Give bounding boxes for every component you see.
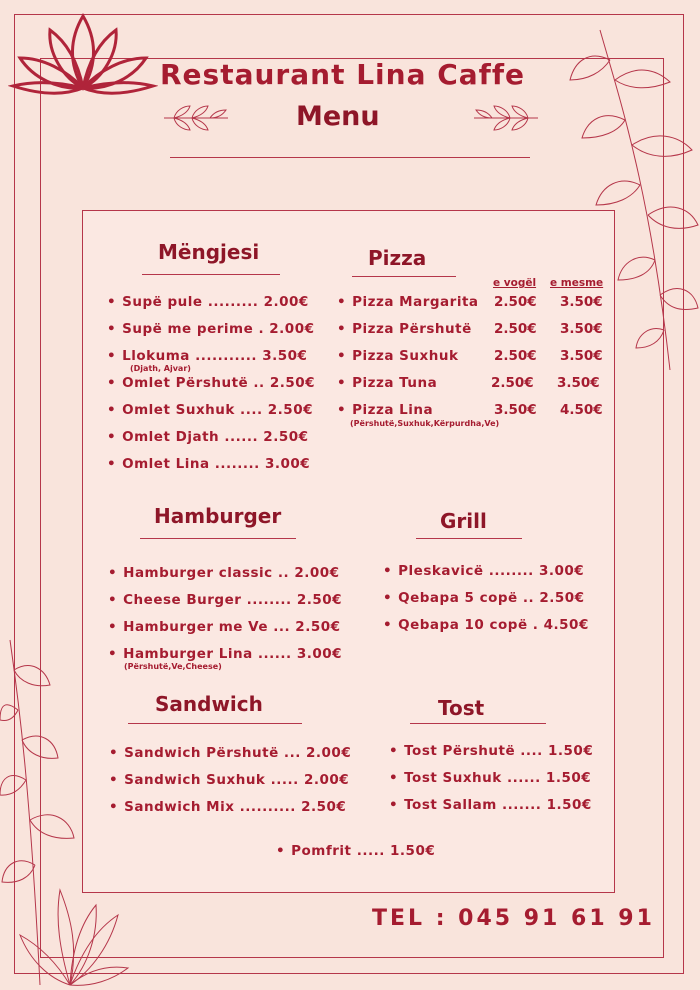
list-item: • Cheese Burger ........ 2.50€ <box>108 592 343 608</box>
telephone-number: TEL : 045 91 61 91 <box>372 906 655 931</box>
section-title-hamburger: Hamburger <box>154 504 282 528</box>
section-underline <box>128 723 302 724</box>
price-small: 2.50€ <box>494 321 537 337</box>
list-item: • Qebapa 5 copë .. 2.50€ <box>383 590 585 606</box>
section-title-mengjesi: Mëngjesi <box>158 240 260 264</box>
column-header-small: e vogël <box>493 277 537 289</box>
list-item: • Llokuma ........... 3.50€ <box>107 348 308 364</box>
list-item: • Tost Suxhuk ...... 1.50€ <box>389 770 592 786</box>
section-underline <box>142 274 280 275</box>
item-note: (Përshutë,Ve,Cheese) <box>124 662 222 671</box>
section-title-tost: Tost <box>438 696 485 720</box>
list-item: • Pleskavicë ........ 3.00€ <box>383 563 585 579</box>
list-item: • Pizza Tuna <box>337 375 438 391</box>
column-header-medium: e mesme <box>550 277 604 289</box>
menu-card <box>82 210 615 893</box>
price-medium: 3.50€ <box>560 294 603 310</box>
price-medium: 3.50€ <box>560 348 603 364</box>
section-underline <box>416 538 522 539</box>
section-underline <box>140 538 296 539</box>
list-item-pomfrit: • Pomfrit ..... 1.50€ <box>276 843 436 859</box>
price-small: 3.50€ <box>494 402 537 418</box>
price-small: 2.50€ <box>491 375 534 391</box>
list-item: • Sandwich Suxhuk ..... 2.00€ <box>109 772 350 788</box>
list-item: • Qebapa 10 copë . 4.50€ <box>383 617 589 633</box>
list-item: • Pizza Lina <box>337 402 434 418</box>
section-title-sandwich: Sandwich <box>155 692 263 716</box>
list-item: • Supë me perime . 2.00€ <box>107 321 315 337</box>
lotus-logo-icon <box>8 8 158 98</box>
header-divider <box>170 157 530 158</box>
leaf-sprig-icon <box>472 98 540 138</box>
list-item: • Omlet Lina ........ 3.00€ <box>107 456 311 472</box>
price-medium: 3.50€ <box>557 375 600 391</box>
list-item: • Sandwich Mix .......... 2.50€ <box>109 799 347 815</box>
list-item: • Tost Sallam ....... 1.50€ <box>389 797 592 813</box>
section-title-grill: Grill <box>440 509 487 533</box>
section-title-pizza: Pizza <box>368 246 427 270</box>
list-item: • Supë pule ......... 2.00€ <box>107 294 309 310</box>
list-item: • Omlet Suxhuk .... 2.50€ <box>107 402 313 418</box>
list-item: • Pizza Suxhuk <box>337 348 459 364</box>
list-item: • Tost Përshutë .... 1.50€ <box>389 743 594 759</box>
list-item: • Hamburger me Ve ... 2.50€ <box>108 619 341 635</box>
section-underline <box>352 276 456 277</box>
price-small: 2.50€ <box>494 294 537 310</box>
section-underline <box>410 723 546 724</box>
list-item: • Hamburger Lina ...... 3.00€ <box>108 646 343 662</box>
leaf-sprig-icon <box>162 98 230 138</box>
restaurant-title: Restaurant Lina Caffe <box>160 58 526 91</box>
item-note: (Përshutë,Suxhuk,Kërpurdha,Ve) <box>350 419 500 428</box>
price-small: 2.50€ <box>494 348 537 364</box>
list-item: • Hamburger classic .. 2.00€ <box>108 565 340 581</box>
list-item: • Pizza Përshutë <box>337 321 472 337</box>
list-item: • Omlet Përshutë .. 2.50€ <box>107 375 316 391</box>
menu-subtitle: Menu <box>296 101 380 132</box>
list-item: • Sandwich Përshutë ... 2.00€ <box>109 745 352 761</box>
list-item: • Pizza Margarita <box>337 294 479 310</box>
price-medium: 4.50€ <box>560 402 603 418</box>
price-medium: 3.50€ <box>560 321 603 337</box>
list-item: • Omlet Djath ...... 2.50€ <box>107 429 309 445</box>
item-note: (Djath, Ajvar) <box>130 364 191 373</box>
